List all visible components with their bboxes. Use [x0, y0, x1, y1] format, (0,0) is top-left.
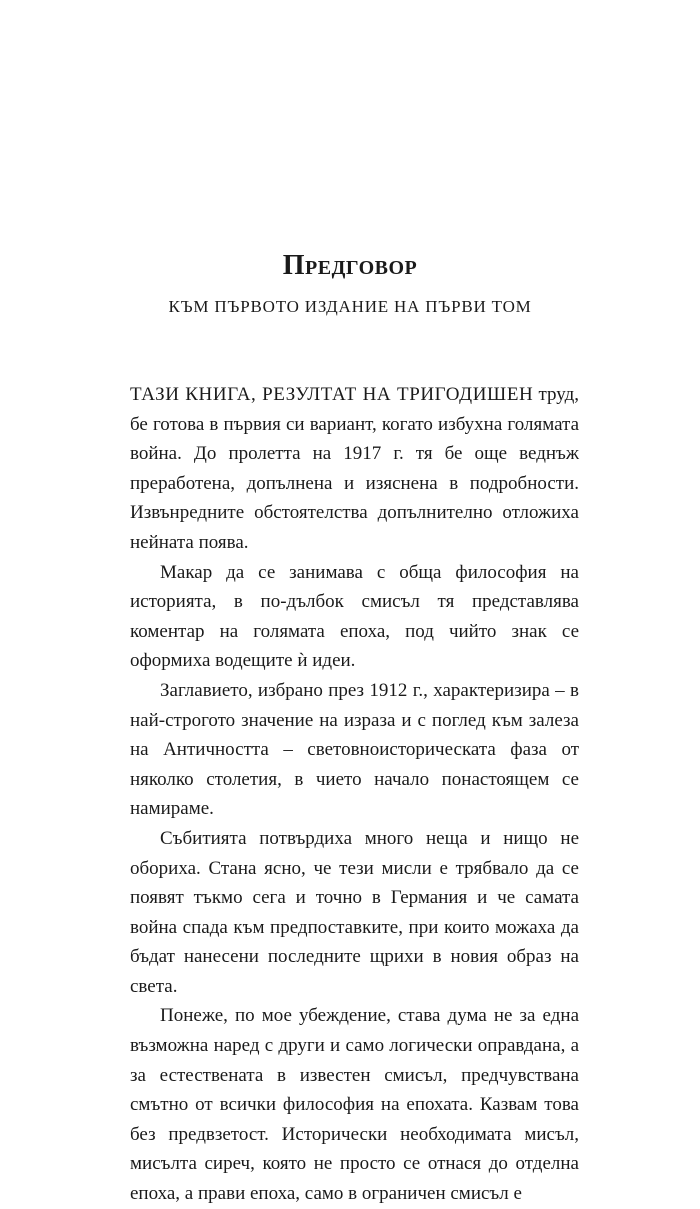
page-title: Предговор	[282, 250, 418, 281]
paragraph	[130, 380, 579, 558]
paragraph: Макар да се занимава с обща философия на историята, в по-дълбок смисъл тя представлява коментар на голямата епоха, под чийто знак се оформиха водещите ѝ идеи.	[130, 561, 579, 672]
lead-in-small-caps: ТАЗИ КНИГА, РЕЗУЛТАТ НА ТРИГОДИШЕН	[130, 384, 534, 405]
page-subtitle: КЪМ ПЪРВОТО ИЗДАНИЕ НА ПЪРВИ ТОМ	[168, 297, 532, 316]
paragraph: Заглавието, избрано през 1912 г., характеризира – в най-строгото значение на израза и с поглед към залеза на Античността – световноисторическата фаза от няколко столетия, в чието начало понастоящем се намираме.	[130, 679, 579, 820]
body-text	[130, 380, 579, 1209]
paragraph: Понеже, по мое убеждение, става дума не за една възможна наред с други и само логически оправдана, а за естествената в известен смисъл, предчувствана смътно от всички философия на епохата. Казвам това без предвзетост. Исторически необходимата мисъл, мисълта сиреч, която не просто се отнася до отделна епоха, а прави епоха, само в ограничен смисъл е	[130, 1005, 579, 1205]
paragraph: Събитията потвърдиха много неща и нищо не обориха. Стана ясно, че тези мисли е трябвало да се появят тъкмо сега и точно в Германия и че самата война спада към предпоставките, при които можаха да бъдат нанесени последните щрихи в новия образ на света.	[130, 827, 579, 997]
paragraph-text: труд, бе готова в първия си вариант, когато избухна голямата война. До пролетта на 1917 г. тя бе още веднъж преработена, допълнена и изяснена в подробности. Извънредните обстоятелства допълнително отложиха нейната поява.	[130, 384, 579, 553]
